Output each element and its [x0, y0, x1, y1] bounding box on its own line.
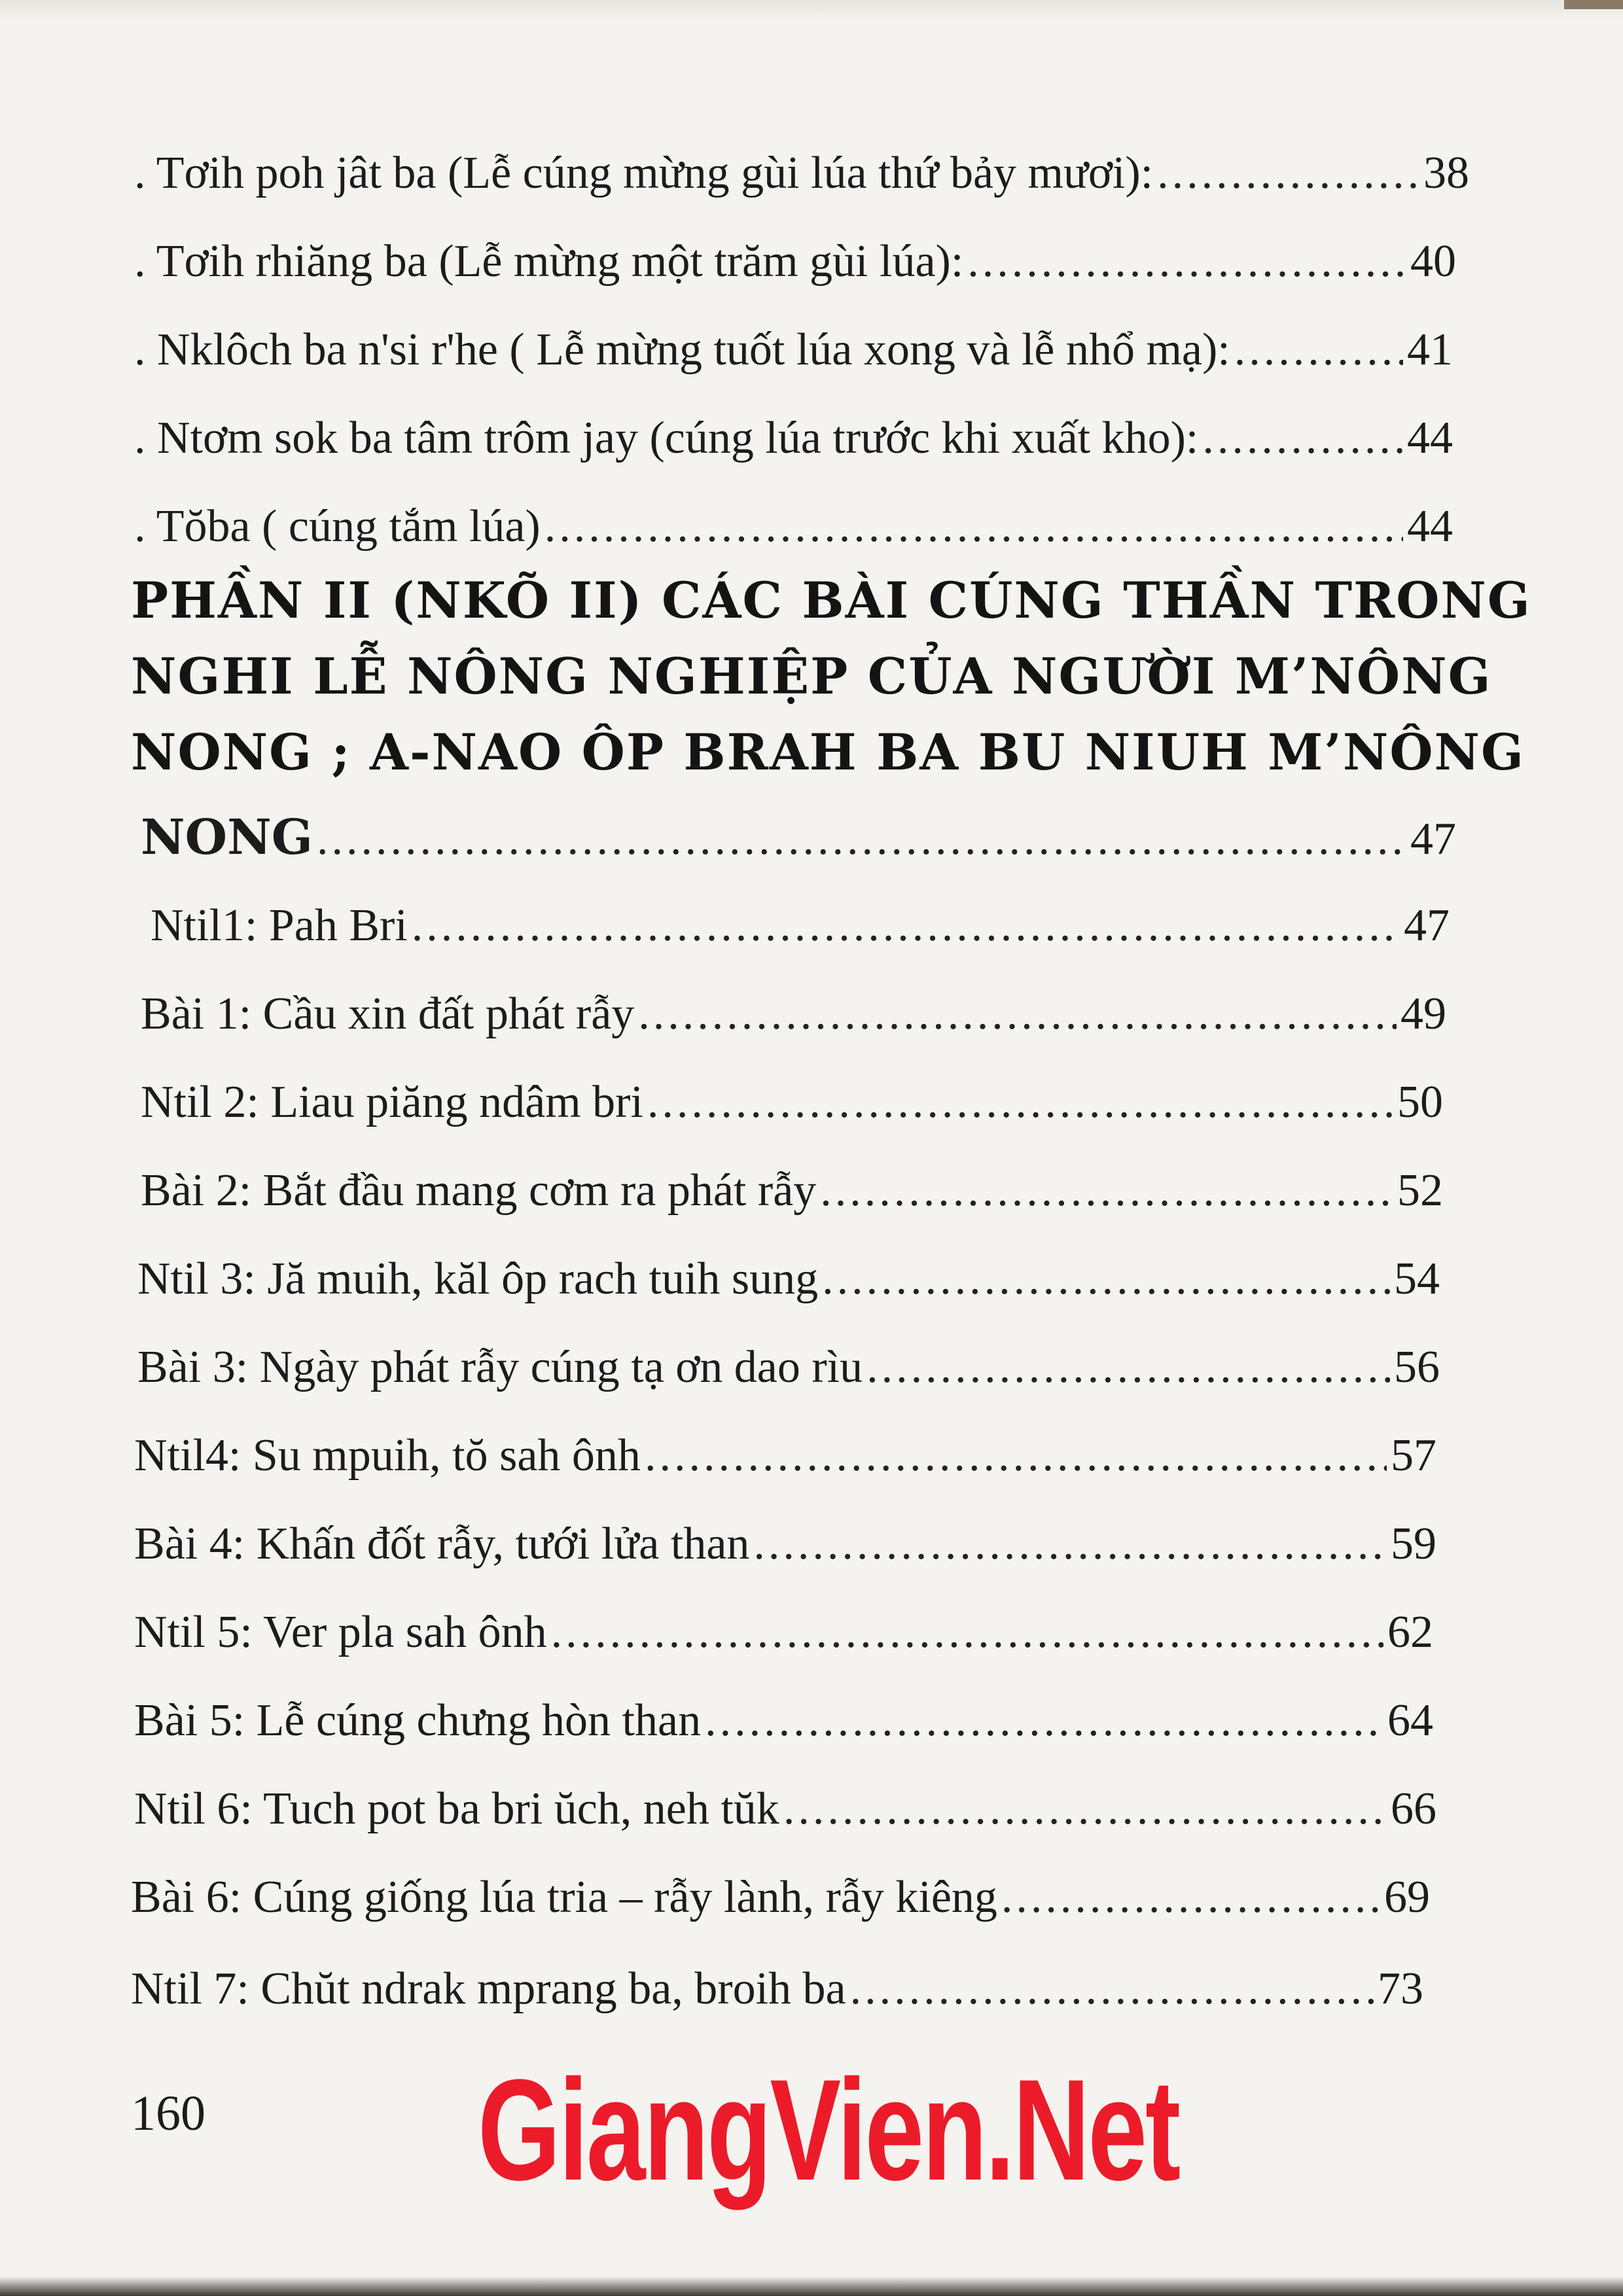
toc-entry-page: 40: [1410, 236, 1456, 287]
toc-leader-dots: [1202, 402, 1403, 474]
toc-entry-label: Ntil 7: Chŭt ndrak mprang ba, broih ba: [131, 1964, 846, 2014]
toc-leader-dots: [822, 1243, 1390, 1315]
toc-entry: [141, 978, 1446, 1050]
toc-leader-dots: [753, 1508, 1387, 1580]
toc-leader-dots: [638, 978, 1397, 1050]
toc-entry-page: 62: [1387, 1607, 1433, 1657]
toc-entry-label: Ntil 5: Ver pla sah ônh: [134, 1607, 547, 1657]
toc-entry-label: . Tŏba ( cúng tắm lúa): [134, 501, 541, 552]
toc-entry-label: Ntil4: Su mpuih, tŏ sah ônh: [134, 1430, 641, 1481]
toc-entry: [131, 1953, 1423, 2025]
toc-entry: [134, 314, 1453, 386]
toc-entry-page: 69: [1384, 1872, 1430, 1922]
toc-entry-page: 64: [1387, 1695, 1433, 1746]
toc-entry: [131, 1862, 1430, 1934]
toc-entry-label: Ntil1: Pah Bri: [151, 900, 408, 951]
toc-leader-dots: [1234, 314, 1403, 386]
section-heading: [131, 563, 1531, 790]
toc-entry: [134, 1508, 1436, 1580]
toc-entry-page: 44: [1407, 413, 1453, 463]
toc-leader-dots: [412, 890, 1400, 962]
toc-leader-dots: [551, 1597, 1383, 1669]
toc-entry: [141, 802, 1456, 874]
toc-leader-dots: [783, 1773, 1387, 1845]
toc-entry: [134, 226, 1456, 298]
toc-entry-page: 52: [1397, 1165, 1443, 1216]
toc-entry-label: . Ntơm sok ba tâm trôm jay (cúng lúa trước khi xuất kho):: [134, 413, 1199, 463]
toc-entry: [134, 402, 1453, 474]
watermark-logo: GiangVien.Net: [478, 2049, 1179, 2210]
toc-leader-dots: [645, 1420, 1387, 1492]
toc-entry: [134, 1420, 1436, 1492]
toc-entry: [141, 1155, 1443, 1227]
toc-entry-label: Bài 1: Cầu xin đất phát rẫy: [141, 989, 635, 1039]
toc-entry: [151, 890, 1450, 962]
toc-entry-label: Bài 3: Ngày phát rẫy cúng tạ ơn dao rìu: [137, 1342, 863, 1392]
toc-leader-dots: [967, 226, 1406, 298]
toc-leader-dots: [544, 491, 1403, 563]
toc-entry: [134, 1773, 1436, 1845]
toc-leader-dots: [1157, 137, 1419, 209]
section-heading-line: NGHI LỄ NÔNG NGHIỆP CỦA NGƯỜI M’NÔNG: [131, 647, 1492, 705]
toc-entry-page: 41: [1407, 325, 1453, 375]
toc-entry-label: . Tơih poh jât ba (Lễ cúng mừng gùi lúa thứ bảy mươi):: [134, 148, 1154, 198]
toc-entry-page: 73: [1378, 1964, 1423, 2014]
toc-entry-label: NONG: [141, 809, 313, 866]
toc-entry-label: Bài 6: Cúng giống lúa tria – rẫy lành, rẫy kiêng: [131, 1872, 997, 1922]
section-heading-line: NONG ; A-NAO ÔP BRAH BA BU NIUH M’NÔNG: [131, 723, 1525, 781]
toc-entry-page: 57: [1391, 1430, 1436, 1481]
page-top-edge: [0, 0, 1623, 20]
toc-entry: [137, 1243, 1440, 1315]
toc-entry-page: 38: [1423, 148, 1469, 198]
toc-leader-dots: [647, 1067, 1393, 1139]
toc-entry-page: 50: [1397, 1077, 1443, 1127]
toc-entry-page: 49: [1400, 989, 1446, 1039]
toc-entry-label: Ntil 2: Liau piăng ndâm bri: [141, 1077, 643, 1127]
toc-entry-label: Bài 5: Lễ cúng chưng hòn than: [134, 1695, 702, 1746]
toc-entry-label: Bài 2: Bắt đầu mang cơm ra phát rẫy: [141, 1165, 817, 1216]
section-heading-line: PHẦN II (NKÕ II) CÁC BÀI CÚNG THẦN TRONG: [131, 571, 1531, 629]
page-corner-mark: [1564, 0, 1623, 9]
toc-entry-label: Ntil 6: Tuch pot ba bri ŭch, neh tŭk: [134, 1784, 779, 1834]
page-bottom-edge: [0, 2276, 1623, 2296]
toc-leader-dots: [850, 1953, 1374, 2025]
toc-entry: [134, 1685, 1433, 1757]
toc-entry-page: 47: [1404, 900, 1450, 951]
toc-entry-page: 66: [1391, 1784, 1436, 1834]
toc-entry-label: . Nklôch ba n'si r'he ( Lễ mừng tuốt lúa xong và lễ nhổ mạ):: [134, 325, 1230, 375]
toc-entry: [137, 1332, 1440, 1404]
toc-entry-page: 54: [1394, 1254, 1440, 1304]
page-number: 160: [131, 2086, 205, 2141]
toc-entry-label: . Tơih rhiăng ba (Lễ mừng một trăm gùi lúa):: [134, 236, 964, 287]
toc-entry-page: 44: [1407, 501, 1453, 552]
toc-entry: [141, 1067, 1443, 1139]
toc-entry: [134, 491, 1453, 563]
toc-entry: [134, 1597, 1433, 1669]
toc-entry-label: Ntil 3: Jă muih, kăl ôp rach tuih sung: [137, 1254, 819, 1304]
toc-leader-dots: [820, 1155, 1393, 1227]
toc-leader-dots: [317, 804, 1406, 875]
toc-entry-label: Bài 4: Khấn đốt rẫy, tưới lửa than: [134, 1519, 750, 1569]
toc-entry: [134, 137, 1469, 209]
toc-leader-dots: [705, 1685, 1383, 1757]
toc-entry-page: 59: [1391, 1519, 1436, 1569]
toc-entry-page: 56: [1394, 1342, 1440, 1392]
toc-leader-dots: [1001, 1862, 1380, 1934]
toc-leader-dots: [866, 1332, 1390, 1404]
toc-entry-page: 47: [1410, 814, 1456, 864]
